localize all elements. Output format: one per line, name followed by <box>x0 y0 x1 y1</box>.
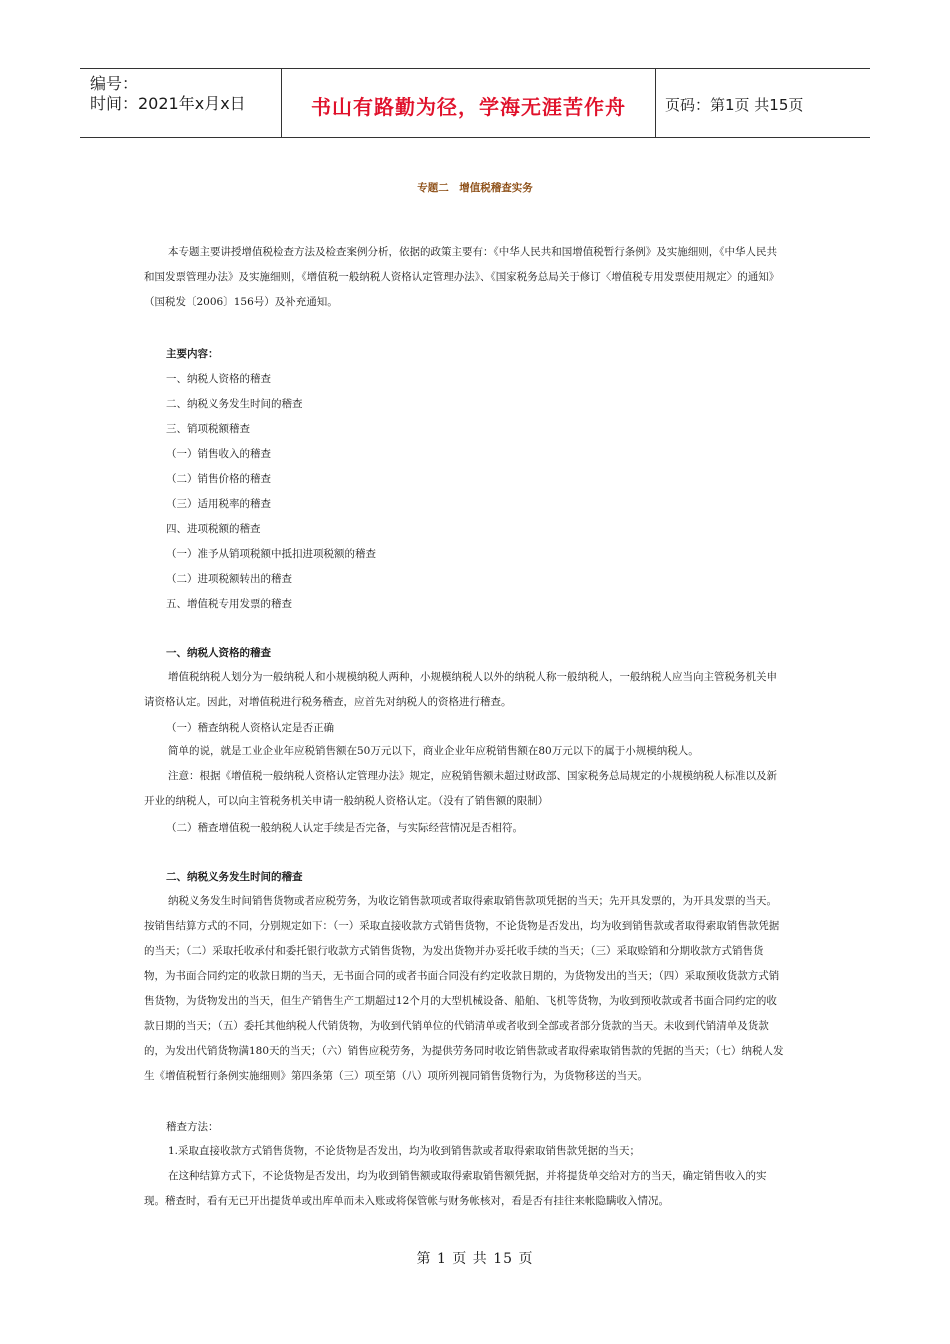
contents-item: 一、纳税人资格的稽查 <box>166 373 271 385</box>
section1-note: 注意：根据《增值税一般纳税人资格认定管理办法》规定，应税销售额未超过财政部、国家税务总局规定的小规模纳税人标准以及新开业的纳税人，可以向主管税务机关申请一般纳税人资格认定。（没有了销售额的限制） <box>144 770 777 807</box>
motto: 书山有路勤为径，学海无涯苦作舟 <box>311 95 626 119</box>
method-item: 1.采取直接收款方式销售货物，不论货物是否发出，均为收到销售款或者取得索取销售款凭据的当天； <box>168 1145 641 1157</box>
contents-item: （一）准予从销项税额中抵扣进项税额的稽查 <box>166 548 376 560</box>
time-label: 时间：2021年x月x日 <box>90 94 246 113</box>
document-title: 专题二 增值税稽查实务 <box>417 182 533 194</box>
contents-item: （一）销售收入的稽查 <box>166 448 271 460</box>
header-meta-cell <box>80 69 280 137</box>
contents-item: 二、纳税义务发生时间的稽查 <box>166 398 303 410</box>
contents-item: 四、进项税额的稽查 <box>166 523 261 535</box>
method-detail: 在这种结算方式下，不论货物是否发出，均为收到销售额或取得索取销售额凭据，并将提货单交给对方的当天，确定销售收入的实现。稽查时，看有无已开出提货单或出库单而未入账或将保管帐与财务帐核对，看是否有挂往来帐隐瞒收入情况。 <box>144 1170 767 1207</box>
contents-heading: 主要内容： <box>166 348 219 360</box>
contents-item: （三）适用税率的稽查 <box>166 498 271 510</box>
section1-subheading: （二）稽查增值税一般纳税人认定手续是否完备，与实际经营情况是否相符。 <box>166 822 523 834</box>
page-footer: 第 1 页 共 15 页 <box>416 1251 534 1267</box>
section1-subheading: （一）稽查纳税人资格认定是否正确 <box>166 722 334 734</box>
section1-paragraph: 简单的说，就是工业企业年应税销售额在50万元以下，商业企业年应税销售额在80万元以下的属于小规模纳税人。 <box>168 745 699 757</box>
page-code: 页码：第1页 共15页 <box>665 96 804 114</box>
header-page-cell <box>655 69 870 137</box>
contents-item: 三、销项税额稽查 <box>166 423 250 435</box>
code-label: 编号： <box>90 74 139 93</box>
contents-item: （二）进项税额转出的稽查 <box>166 573 292 585</box>
contents-item: （二）销售价格的稽查 <box>166 473 271 485</box>
intro-paragraph: 本专题主要讲授增值税检查方法及检查案例分析，依据的政策主要有：《中华人民共和国增值税暂行条例》及实施细则，《中华人民共和国发票管理办法》及实施细则，《增值税一般纳税人资格认定管理办法》、《国家税务总局关于修订〈增值税专用发票使用规定〉的通知》（国税发〔2006〕156号）及补充通知。 <box>144 246 780 308</box>
section1-heading: 一、纳税人资格的稽查 <box>166 647 271 659</box>
method-label: 稽查方法： <box>166 1121 219 1133</box>
section1-paragraph: 增值税纳税人划分为一般纳税人和小规模纳税人两种，小规模纳税人以外的纳税人称一般纳税人，一般纳税人应当向主管税务机关申请资格认定。因此，对增值税进行税务稽查，应首先对纳税人的资格进行稽查。 <box>144 671 777 708</box>
header-motto-cell <box>281 69 656 137</box>
section2-paragraph: 纳税义务发生时间销售货物或者应税劳务，为收讫销售款项或者取得索取销售款项凭据的当天；先开具发票的，为开具发票的当天。按销售结算方式的不同，分别规定如下：（一）采取直接收款方式销售货物，不论货物是否发出，均为收到销售款或者取得索取销售款凭据的当天；（二）采取托收承付和委托银行收款方式销售货物，为发出货物并办妥托收手续的当天；（三）采取赊销和分期收款方式销售货物，为书面合同约定的收款日期的当天，无书面合同的或者书面合同没有约定收款日期的，为货物发出的当天；（四）采取预收货款方式销售货物，为货物发出的当天，但生产销售生产工期超过12个月的大型机械设备、船舶、飞机等货物，为收到预收款或者书面合同约定的收款日期的当天；（五）委托其他纳税人代销货物，为收到代销单位的代销清单或者收到全部或者部分货款的当天。未收到代销清单及货款的，为发出代销货物满180天的当天；（六）销售应税劳务，为提供劳务同时收讫销售款或者取得索取销售款的凭据的当天；（七）纳税人发生《增值税暂行条例实施细则》第四条第（三）项至第（八）项所列视同销售货物行为，为货物移送的当天。 <box>144 895 784 1082</box>
contents-item: 五、增值税专用发票的稽查 <box>166 598 292 610</box>
document-header <box>80 68 870 138</box>
section2-heading: 二、纳税义务发生时间的稽查 <box>166 871 303 883</box>
